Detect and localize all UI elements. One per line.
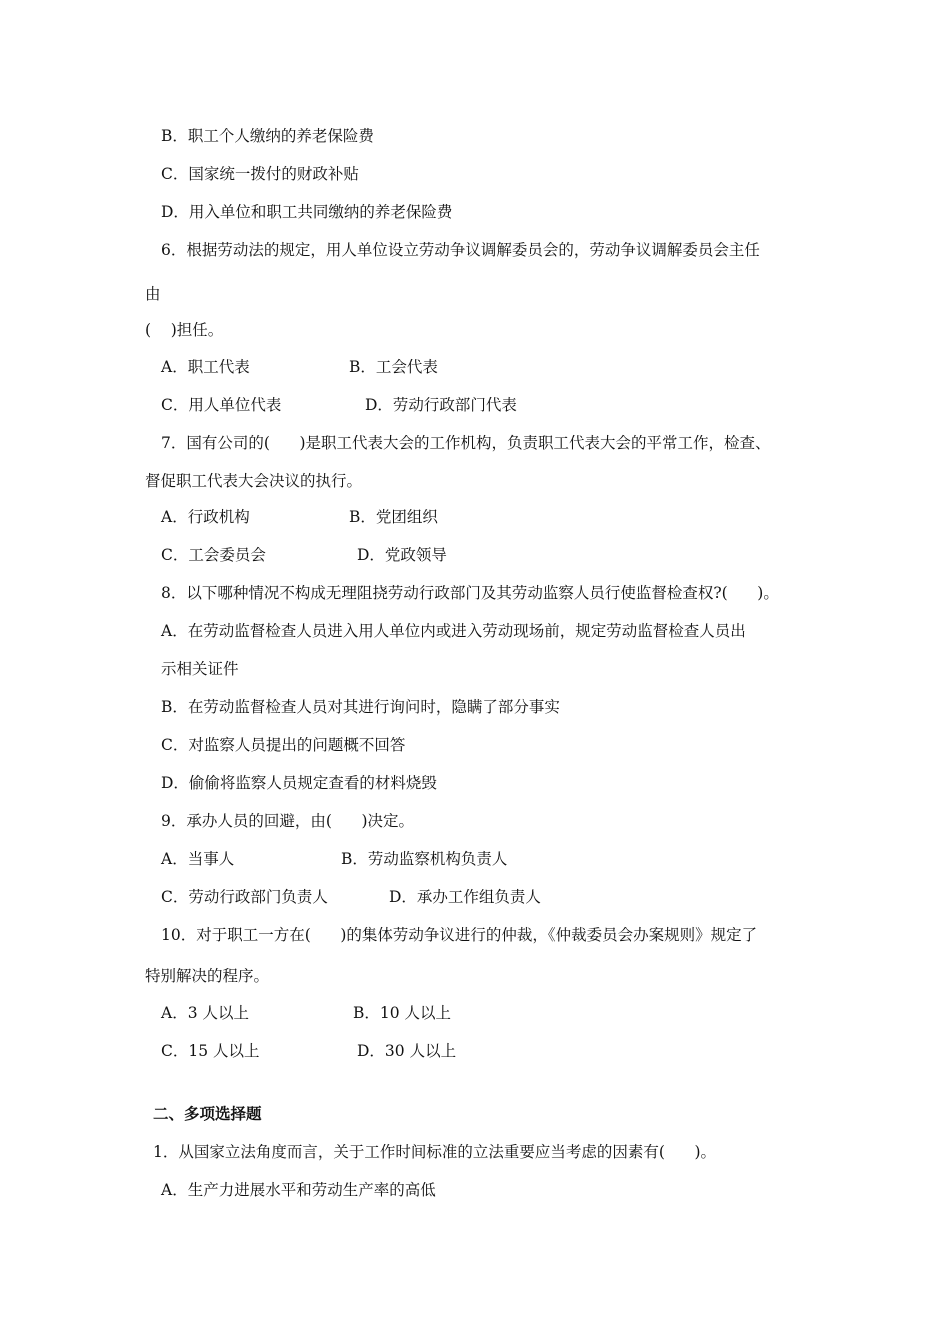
option-q6-d: D．劳动行政部门代表	[365, 396, 517, 414]
multi-question-1: 1．从国家立法角度而言，关于工作时间标准的立法重要应当考虑的因素有( )。	[153, 1143, 717, 1161]
option-q5-b: B．职工个人缴纳的养老保险费	[161, 127, 374, 145]
question-9: 9．承办人员的回避，由( )决定。	[161, 812, 415, 830]
option-q10-b: B．10 人以上	[353, 1004, 452, 1022]
question-7-cont: 督促职工代表大会决议的执行。	[145, 472, 363, 490]
option-q8-b: B．在劳动监督检查人员对其进行询问时，隐瞒了部分事实	[161, 698, 560, 716]
option-q5-d: D．用入单位和职工共同缴纳的养老保险费	[161, 203, 453, 221]
option-q10-c: C．15 人以上	[161, 1042, 260, 1060]
option-q7-b: B．党团组织	[349, 508, 438, 526]
option-q9-a: A．当事人	[161, 850, 235, 868]
option-q9-b: B．劳动监察机构负责人	[341, 850, 508, 868]
section-heading: 二、多项选择题	[153, 1104, 262, 1123]
question-10-cont: 特别解决的程序。	[145, 967, 270, 985]
option-q7-c: C．工会委员会	[161, 546, 266, 564]
option-q8-d: D．偷偷将监察人员规定查看的材料烧毁	[161, 774, 437, 792]
question-6-cont: 由	[145, 285, 161, 303]
option-q8-a: A．在劳动监督检查人员进入用人单位内或进入劳动现场前，规定劳动监督检查人员出	[161, 622, 746, 640]
option-q9-d: D．承办工作组负责人	[389, 888, 541, 906]
option-q10-a: A．3 人以上	[161, 1004, 249, 1022]
option-m1-a: A．生产力进展水平和劳动生产率的高低	[161, 1181, 436, 1199]
option-q8-a-cont: 示相关证件	[161, 660, 239, 678]
option-q7-a: A．行政机构	[161, 508, 250, 526]
question-8: 8．以下哪种情况不构成无理阻挠劳动行政部门及其劳动监察人员行使监督检查权?( )。	[161, 584, 779, 602]
question-10: 10．对于职工一方在( )的集体劳动争议进行的仲裁，《仲裁委员会办案规则》规定了	[161, 926, 758, 944]
option-q6-a: A．职工代表	[161, 358, 250, 376]
question-6: 6．根据劳动法的规定，用人单位设立劳动争议调解委员会的，劳动争议调解委员会主任	[161, 241, 760, 259]
question-7: 7．国有公司的( )是职工代表大会的工作机构，负责职工代表大会的平常工作，检查、	[161, 434, 771, 452]
option-q5-c: C．国家统一拨付的财政补贴	[161, 165, 359, 183]
option-q6-b: B．工会代表	[349, 358, 438, 376]
option-q10-d: D．30 人以上	[357, 1042, 457, 1060]
option-q8-c: C．对监察人员提出的问题概不回答	[161, 736, 406, 754]
option-q7-d: D．党政领导	[357, 546, 447, 564]
option-q9-c: C．劳动行政部门负责人	[161, 888, 328, 906]
question-6-cont: ( )担任。	[145, 321, 224, 339]
option-q6-c: C．用人单位代表	[161, 396, 282, 414]
